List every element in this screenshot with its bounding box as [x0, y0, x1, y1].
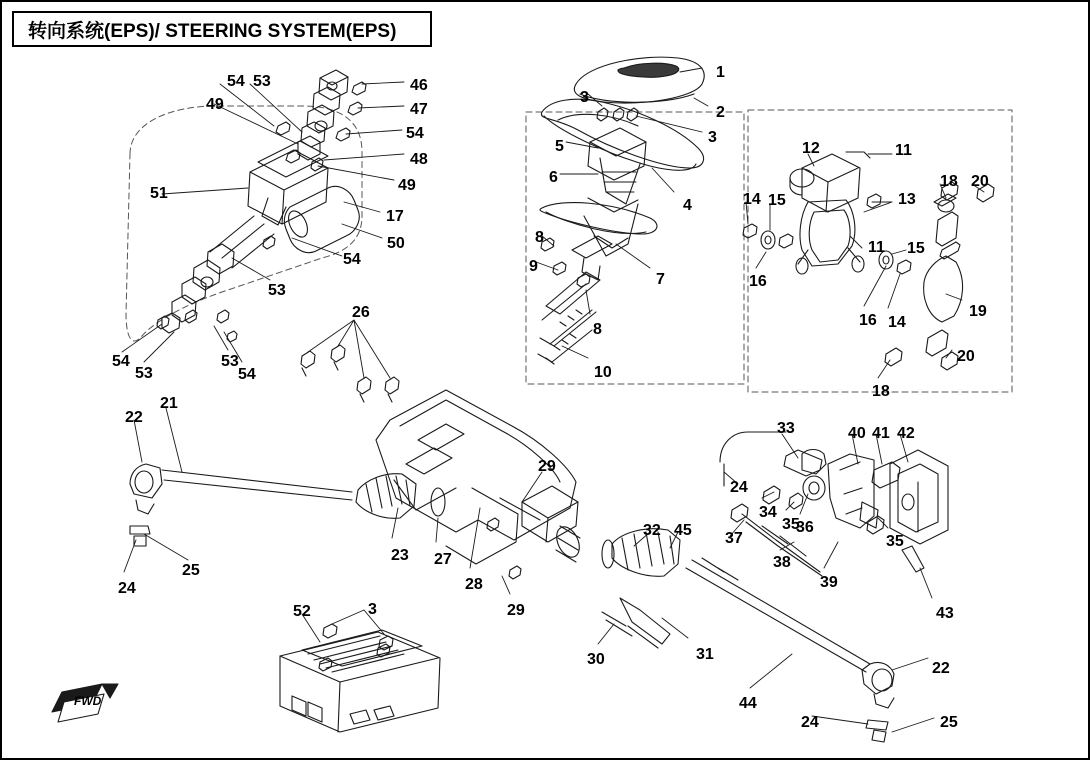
callout-number: 22 [125, 409, 143, 426]
callout-number: 15 [768, 192, 786, 209]
callout-number: 24 [118, 580, 136, 597]
callout-number: 8 [535, 229, 544, 246]
callout-number: 1 [716, 64, 725, 81]
callout-number: 14 [743, 191, 761, 208]
callout-number: 54 [343, 251, 361, 268]
callout-number: 29 [538, 458, 556, 475]
callout-number: 28 [465, 576, 483, 593]
callout-number: 54 [238, 366, 256, 383]
callout-number: 12 [802, 140, 820, 157]
callout-number: 35 [782, 516, 800, 533]
callout-number: 4 [683, 197, 692, 214]
callout-number: 50 [387, 235, 405, 252]
callout-number: 54 [406, 125, 424, 142]
callout-number: 49 [206, 96, 224, 113]
callout-number: 30 [587, 651, 605, 668]
callout-number: 3 [368, 601, 377, 618]
callout-number: 3 [580, 89, 589, 106]
callout-number: 9 [529, 258, 538, 275]
callout-number: 41 [872, 425, 890, 442]
callout-number: 53 [268, 282, 286, 299]
callout-number: 18 [940, 173, 958, 190]
callout-number: 11 [895, 142, 912, 159]
callout-number: 51 [150, 185, 168, 202]
callout-number: 20 [957, 348, 975, 365]
callout-number: 25 [182, 562, 200, 579]
callout-number: 43 [936, 605, 954, 622]
callout-number: 49 [398, 177, 416, 194]
callout-number: 26 [352, 304, 370, 321]
callout-number: 6 [549, 169, 558, 186]
callout-number: 24 [801, 714, 819, 731]
callout-number: 29 [507, 602, 525, 619]
callout-number: 54 [112, 353, 130, 370]
callout-number: 52 [293, 603, 311, 620]
callout-number: 21 [160, 395, 178, 412]
callout-number: 16 [859, 312, 877, 329]
callout-number: 48 [410, 151, 428, 168]
callout-number: 5 [555, 138, 564, 155]
callout-number: 38 [773, 554, 791, 571]
callout-number: 11 [868, 239, 885, 256]
callout-number: 32 [643, 522, 661, 539]
callout-number: 15 [907, 240, 925, 257]
callout-number: 36 [796, 519, 814, 536]
callout-number: 46 [410, 77, 428, 94]
callout-number: 24 [730, 479, 748, 496]
callout-number: 23 [391, 547, 409, 564]
callout-number: 44 [739, 695, 757, 712]
callout-number: 8 [593, 321, 602, 338]
callout-number: 10 [594, 364, 612, 381]
callout-number: 40 [848, 425, 866, 442]
callout-number: 54 [227, 73, 245, 90]
callout-number: 42 [897, 425, 915, 442]
callout-number: 19 [969, 303, 987, 320]
callout-number: 3 [708, 129, 717, 146]
callout-number: 31 [696, 646, 714, 663]
callout-number: 18 [872, 383, 890, 400]
page-title: 转向系统(EPS)/ STEERING SYSTEM(EPS) [28, 20, 397, 42]
callout-number: 53 [221, 353, 239, 370]
callout-number: 39 [820, 574, 838, 591]
callout-number: 35 [886, 533, 904, 550]
callout-number: 53 [135, 365, 153, 382]
callout-number: 53 [253, 73, 271, 90]
callout-number: 22 [932, 660, 950, 677]
callout-number: 37 [725, 530, 743, 547]
callout-number: 2 [716, 104, 725, 121]
callout-number: 14 [888, 314, 906, 331]
callout-number: 17 [386, 208, 404, 225]
callout-number: 34 [759, 504, 777, 521]
callout-number: 13 [898, 191, 916, 208]
fwd-marker-label: FWD [74, 694, 102, 708]
callout-number: 45 [674, 522, 692, 539]
callout-number: 7 [656, 271, 665, 288]
diagram-artwork [2, 2, 1090, 760]
callout-number: 16 [749, 273, 767, 290]
callout-number: 27 [434, 551, 452, 568]
callout-number: 20 [971, 173, 989, 190]
callout-number: 33 [777, 420, 795, 437]
callout-number: 47 [410, 101, 428, 118]
callout-number: 25 [940, 714, 958, 731]
